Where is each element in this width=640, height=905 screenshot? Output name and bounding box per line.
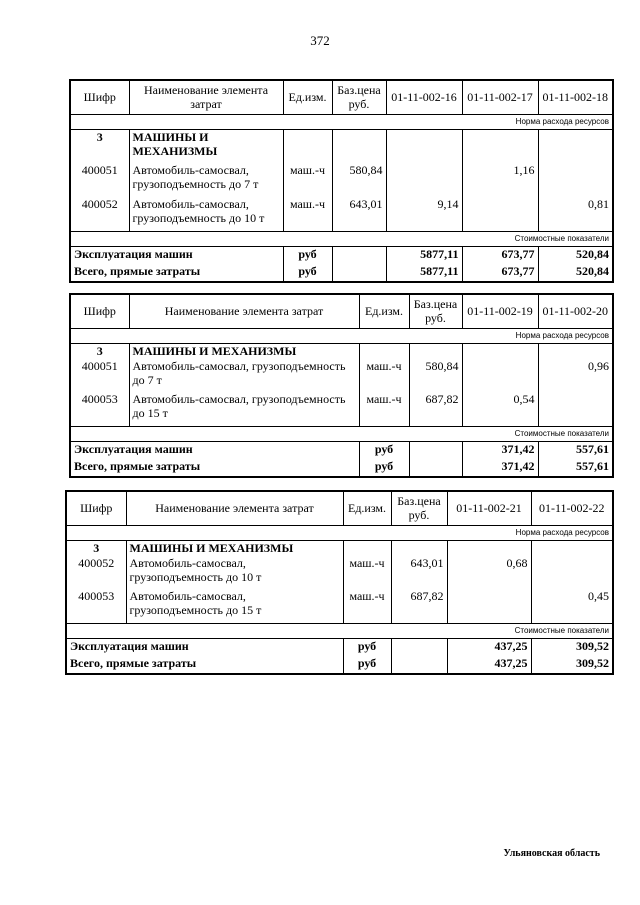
total-value: 557,61 xyxy=(538,459,613,477)
resource-table-2 xyxy=(69,293,614,478)
total-value: 673,77 xyxy=(462,246,538,264)
rate-code-header: 01-11-002-22 xyxy=(531,491,613,525)
resource-unit: маш.-ч xyxy=(343,589,391,623)
total-value: 309,52 xyxy=(531,638,613,656)
total-label: Эксплуатация машин xyxy=(70,246,283,264)
cost-label: Стоимостные показатели xyxy=(70,231,613,246)
code-header: Шифр xyxy=(66,491,126,525)
norm-value xyxy=(462,359,538,392)
norm-label: Норма расхода ресурсов xyxy=(66,525,613,540)
unit-header: Ед.изм. xyxy=(283,80,332,114)
resource-price: 643,01 xyxy=(332,197,386,231)
resource-table-1 xyxy=(69,79,614,283)
resource-name: Автомобиль-самосвал, грузоподъемность до 15 т xyxy=(129,392,359,426)
resource-unit: маш.-ч xyxy=(359,359,409,392)
code-header: Шифр xyxy=(70,294,129,328)
resource-code: 400052 xyxy=(70,197,129,231)
section-title: МАШИНЫ И МЕХАНИЗМЫ xyxy=(126,540,343,556)
unit-header: Ед.изм. xyxy=(359,294,409,328)
resource-unit: маш.-ч xyxy=(283,197,332,231)
total-unit: руб xyxy=(283,264,332,282)
resource-code: 400051 xyxy=(70,163,129,197)
norm-value: 9,14 xyxy=(386,197,462,231)
page-number: 372 xyxy=(310,33,330,48)
rate-code-header: 01-11-002-21 xyxy=(447,491,531,525)
norm-value: 0,54 xyxy=(462,392,538,426)
resource-name: Автомобиль-самосвал, грузоподъемность до 10 т xyxy=(126,556,343,589)
norm-label: Норма расхода ресурсов xyxy=(70,328,613,343)
total-value: 437,25 xyxy=(447,638,531,656)
resource-price: 687,82 xyxy=(409,392,462,426)
resource-code: 400051 xyxy=(70,359,129,392)
resource-name: Автомобиль-самосвал, грузоподъемность до 7 т xyxy=(129,163,283,197)
resource-code: 400053 xyxy=(66,589,126,623)
norm-value xyxy=(447,589,531,623)
norm-value xyxy=(538,392,613,426)
resource-price: 643,01 xyxy=(391,556,447,589)
section-number: 3 xyxy=(70,343,129,359)
section-title: МАШИНЫ И МЕХАНИЗМЫ xyxy=(129,343,359,359)
norm-label: Норма расхода ресурсов xyxy=(70,114,613,129)
total-label: Всего, прямые затраты xyxy=(70,264,283,282)
total-value: 557,61 xyxy=(538,441,613,459)
total-label: Эксплуатация машин xyxy=(66,638,343,656)
rate-code-header: 01-11-002-20 xyxy=(538,294,613,328)
total-value: 5877,11 xyxy=(386,246,462,264)
resource-code: 400052 xyxy=(66,556,126,589)
total-label: Всего, прямые затраты xyxy=(66,656,343,674)
resource-name: Автомобиль-самосвал, грузоподъемность до 7 т xyxy=(129,359,359,392)
resource-unit: маш.-ч xyxy=(359,392,409,426)
total-value: 520,84 xyxy=(538,264,613,282)
norm-value: 1,16 xyxy=(462,163,538,197)
name-header: Наименование элемента затрат xyxy=(129,294,359,328)
total-unit: руб xyxy=(359,459,409,477)
norm-value: 0,68 xyxy=(447,556,531,589)
total-value: 371,42 xyxy=(462,459,538,477)
resource-name: Автомобиль-самосвал, грузоподъемность до 15 т xyxy=(126,589,343,623)
total-unit: руб xyxy=(359,441,409,459)
total-value: 437,25 xyxy=(447,656,531,674)
cost-label: Стоимостные показатели xyxy=(70,426,613,441)
rate-code-header: 01-11-002-19 xyxy=(462,294,538,328)
total-value: 5877,11 xyxy=(386,264,462,282)
resource-code: 400053 xyxy=(70,392,129,426)
total-value: 673,77 xyxy=(462,264,538,282)
code-header: Шифр xyxy=(70,80,129,114)
resource-name: Автомобиль-самосвал, грузоподъемность до 10 т xyxy=(129,197,283,231)
region-footer: Ульяновская область xyxy=(503,848,600,859)
resource-price: 580,84 xyxy=(332,163,386,197)
name-header: Наименование элемента затрат xyxy=(126,491,343,525)
name-header: Наименование элемента затрат xyxy=(129,80,283,114)
total-unit: руб xyxy=(343,638,391,656)
section-number: 3 xyxy=(70,129,129,163)
total-label: Всего, прямые затраты xyxy=(70,459,359,477)
section-number: 3 xyxy=(66,540,126,556)
total-value: 309,52 xyxy=(531,656,613,674)
norm-value: 0,81 xyxy=(538,197,613,231)
norm-value: 0,45 xyxy=(531,589,613,623)
cost-label: Стоимостные показатели xyxy=(66,623,613,638)
norm-value: 0,96 xyxy=(538,359,613,392)
total-label: Эксплуатация машин xyxy=(70,441,359,459)
total-unit: руб xyxy=(343,656,391,674)
unit-header: Ед.изм. xyxy=(343,491,391,525)
norm-value xyxy=(462,197,538,231)
resource-table-3 xyxy=(65,490,614,675)
base-price-header: Баз.цена руб. xyxy=(391,491,447,525)
rate-code-header: 01-11-002-16 xyxy=(386,80,462,114)
rate-code-header: 01-11-002-17 xyxy=(462,80,538,114)
norm-value xyxy=(386,163,462,197)
resource-unit: маш.-ч xyxy=(283,163,332,197)
total-value: 520,84 xyxy=(538,246,613,264)
base-price-header: Баз.цена руб. xyxy=(332,80,386,114)
rate-code-header: 01-11-002-18 xyxy=(538,80,613,114)
norm-value xyxy=(538,163,613,197)
norm-value xyxy=(531,556,613,589)
section-title: МАШИНЫ И МЕХАНИЗМЫ xyxy=(129,129,283,163)
resource-unit: маш.-ч xyxy=(343,556,391,589)
total-value: 371,42 xyxy=(462,441,538,459)
total-unit: руб xyxy=(283,246,332,264)
base-price-header: Баз.цена руб. xyxy=(409,294,462,328)
resource-price: 687,82 xyxy=(391,589,447,623)
resource-price: 580,84 xyxy=(409,359,462,392)
